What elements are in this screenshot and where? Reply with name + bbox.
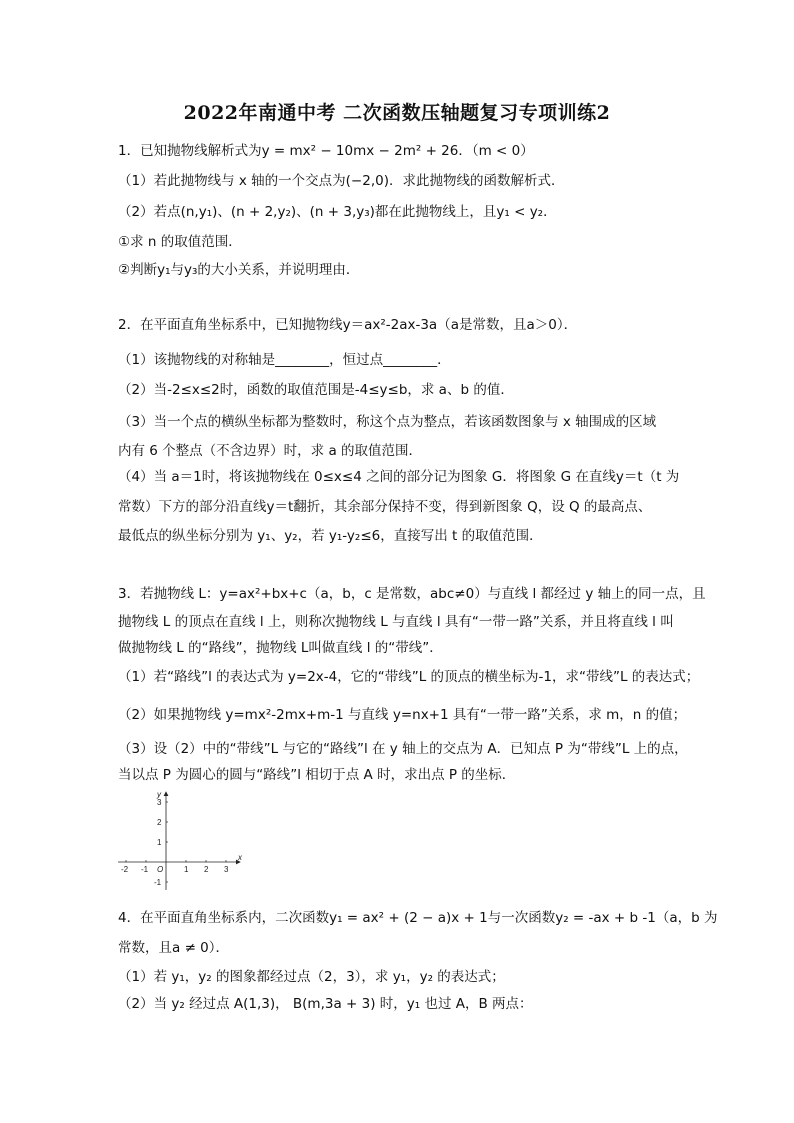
x-tick-label: -2 bbox=[121, 865, 129, 874]
q2-stem: 2．在平面直角坐标系中，已知抛物线y＝ax²-2ax-3a（a是常数，且a＞0）． bbox=[118, 317, 578, 333]
q1-part-1: （1）若此抛物线与 x 轴的一个交点为(−2,0)．求此抛物线的函数解析式． bbox=[118, 173, 565, 189]
q2-part-4c: 最低点的纵坐标分别为 y₁、y₂，若 y₁-y₂≤6，直接写出 t 的取值范围． bbox=[118, 528, 543, 544]
q3-stem-a: 3．若抛物线 L：y=ax²+bx+c（a，b，c 是常数，abc≠0）与直线 l 都经过 y 轴上的同一点，且 bbox=[118, 586, 706, 602]
q1-part-2: （2）若点(n,y₁)、(n + 2,y₂)、(n + 3,y₃)都在此抛物线上，且y₁ < y₂． bbox=[118, 204, 557, 220]
y-tick-label: 1 bbox=[157, 838, 162, 847]
q1-stem: 1．已知抛物线解析式为y = mx² − 10mx − 2m² + 26．（m < 0） bbox=[118, 143, 534, 159]
q2-part-3a: （3）当一个点的横纵坐标都为整数时，称这个点为整点，若该函数图象与 x 轴围成的区域 bbox=[118, 414, 657, 430]
y-tick-label: 3 bbox=[157, 798, 162, 807]
q2-part-3b: 内有 6 个整点（不含边界）时，求 a 的取值范围． bbox=[118, 443, 423, 459]
x-tick-label: 1 bbox=[184, 865, 189, 874]
q4-stem-b: 常数，且a ≠ 0）． bbox=[118, 940, 230, 956]
q1-sub-1: ①求 n 的取值范围． bbox=[118, 234, 242, 250]
origin-label: O bbox=[157, 865, 164, 874]
q2-part-4b: 常数）下方的部分沿直线y＝t翻折，其余部分保持不变，得到新图象 Q，设 Q 的最高点、 bbox=[118, 499, 652, 515]
q3-part-1: （1）若“路线”l 的表达式为 y=2x-4，它的“带线”L 的顶点的横坐标为-1，求“带线”L 的表达式； bbox=[118, 669, 700, 685]
q2-part-1: （1）该抛物线的对称轴是________，恒过点________． bbox=[118, 352, 451, 368]
q2-part-4a: （4）当 a＝1时，将该抛物线在 0≤x≤4 之间的部分记为图象 G．将图象 G 在直线y＝t（t 为 bbox=[118, 469, 680, 485]
coordinate-axes-figure bbox=[114, 790, 246, 892]
y-tick-label: -1 bbox=[154, 878, 162, 887]
x-tick-label: 3 bbox=[224, 865, 229, 874]
q1-sub-2: ②判断y₁与y₃的大小关系，并说明理由． bbox=[118, 262, 360, 278]
q2-part-2: （2）当-2≤x≤2时，函数的取值范围是-4≤y≤b，求 a、b 的值． bbox=[118, 382, 514, 398]
x-axis-label: x bbox=[238, 853, 242, 862]
q3-part-3b: 当以点 P 为圆心的圆与“路线”l 相切于点 A 时，求出点 P 的坐标． bbox=[118, 767, 516, 783]
document-title: 2022年南通中考 二次函数压轴题复习专项训练2 bbox=[183, 102, 611, 124]
y-axis-label: y bbox=[157, 790, 161, 799]
y-tick-label: 2 bbox=[157, 818, 162, 827]
q3-part-2: （2）如果抛物线 y=mx²-2mx+m-1 与直线 y=nx+1 具有“一带一路”关系，求 m，n 的值； bbox=[118, 707, 687, 723]
q4-part-2: （2）当 y₂ 经过点 A(1,3)， B(m,3a + 3) 时，y₁ 也过 A，B 两点： bbox=[118, 996, 533, 1012]
x-tick-label: -1 bbox=[141, 865, 149, 874]
q3-stem-b: 抛物线 L 的顶点在直线 l 上，则称次抛物线 L 与直线 l 具有“一带一路”关系，并且将直线 l 叫 bbox=[118, 614, 674, 630]
x-tick-label: 2 bbox=[204, 865, 209, 874]
q4-part-1: （1）若 y₁，y₂ 的图象都经过点（2，3），求 y₁，y₂ 的表达式； bbox=[118, 969, 505, 985]
q4-stem-a: 4．在平面直角坐标系内，二次函数y₁ = ax² + (2 − a)x + 1与一次函数y₂ = -ax + b -1（a，b 为 bbox=[118, 910, 718, 926]
q3-stem-c: 做抛物线 L 的“路线”，抛物线 L叫做直线 l 的“带线”． bbox=[118, 640, 443, 656]
q3-part-3a: （3）设（2）中的“带线”L 与它的“路线”l 在 y 轴上的交点为 A．已知点 P 为“带线”L 上的点， bbox=[118, 741, 688, 757]
